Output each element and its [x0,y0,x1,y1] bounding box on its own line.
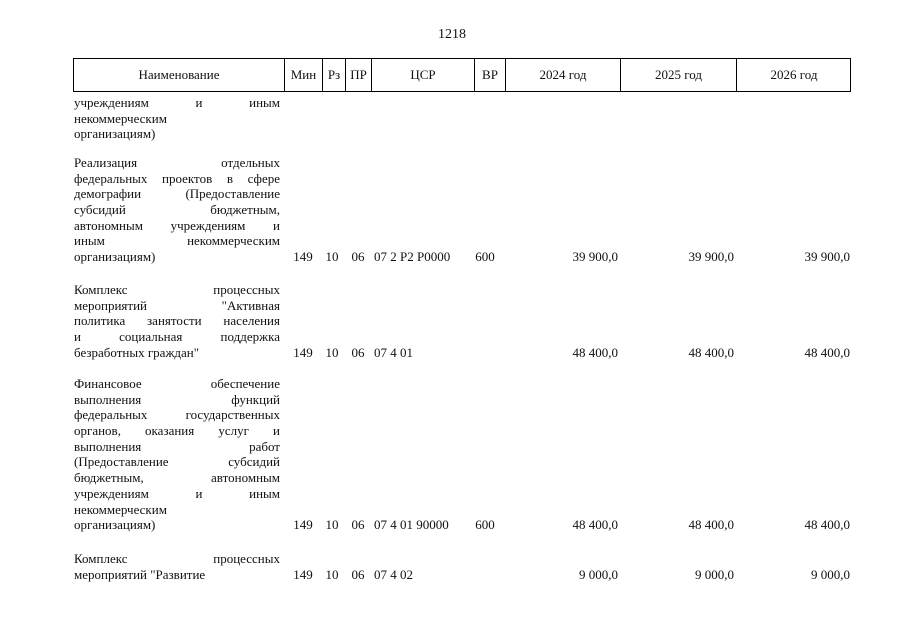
rz-cell: 10 [325,566,339,582]
name-line: учреждениям и иным [74,485,280,501]
min-cell: 149 [293,517,313,533]
vr-cell: 600 [475,517,495,533]
header-2026: 2026 год [736,59,851,91]
min-cell: 149 [293,249,313,265]
value-2025-cell: 48 400,0 [688,517,734,533]
pr-cell: 06 [351,517,365,533]
name-line: некоммерческим [74,110,167,126]
header-csr: ЦСР [371,59,474,91]
value-2025-cell: 48 400,0 [688,344,734,360]
header-vr: ВР [474,59,505,91]
name-line: Комплекс процессных [74,551,280,566]
name-line: политика занятости населения [74,313,280,329]
value-2026-cell: 39 900,0 [804,249,850,265]
csr-cell: 07 4 02 [374,566,413,582]
name-line: организациям) [74,249,156,265]
name-line: бюджетным, автономным [74,470,280,486]
header-name: Наименование [138,67,220,82]
header-pr: ПР [345,59,371,91]
name-line: безработных граждан" [74,344,200,360]
value-2025-cell: 39 900,0 [688,249,734,265]
row-name [74,95,280,142]
row-name [74,155,280,265]
name-line: субсидий бюджетным, [74,202,280,218]
header-2024: 2024 год [505,59,620,91]
pr-cell: 06 [351,566,365,582]
page-number: 1218 [438,27,466,42]
row-name [74,376,280,533]
name-line: федеральных государственных [74,407,280,423]
table-header [73,58,851,92]
value-2026-cell: 9 000,0 [811,566,850,582]
name-line: Финансовое обеспечение [74,376,280,391]
csr-cell: 07 4 01 [374,344,413,360]
value-2024-cell: 9 000,0 [579,566,618,582]
row-name [74,551,280,582]
name-line: организациям) [74,126,156,142]
name-line: организациям) [74,517,156,533]
name-line: мероприятий "Активная [74,297,280,313]
min-cell: 149 [293,344,313,360]
name-line: органов, оказания услуг и [74,423,280,439]
vr-cell: 600 [475,249,495,265]
name-line: федеральных проектов в сфере [74,170,280,186]
name-line: автономным учреждениям и [74,217,280,233]
rz-cell: 10 [325,344,339,360]
name-line: Комплекс процессных [74,282,280,297]
name-line: учреждениям и иным [74,95,280,110]
value-2024-cell: 48 400,0 [572,344,618,360]
name-line: Реализация отдельных [74,155,280,170]
value-2026-cell: 48 400,0 [804,517,850,533]
pr-cell: 06 [351,344,365,360]
name-line: и социальная поддержка [74,329,280,345]
value-2025-cell: 9 000,0 [695,566,734,582]
csr-cell: 07 2 Р2 Р0000 [374,249,451,265]
pr-cell: 06 [351,249,365,265]
rz-cell: 10 [325,249,339,265]
header-min: Мин [284,59,322,91]
row-name [74,282,280,360]
header-rz: Рз [322,59,345,91]
min-cell: 149 [293,566,313,582]
name-line: иным некоммерческим [74,233,280,249]
name-line: демографии (Предоставление [74,186,280,202]
csr-cell: 07 4 01 90000 [374,517,449,533]
name-line: (Предоставление субсидий [74,454,280,470]
rz-cell: 10 [325,517,339,533]
name-line: выполнения работ [74,438,280,454]
value-2026-cell: 48 400,0 [804,344,850,360]
name-line: выполнения функций [74,391,280,407]
value-2024-cell: 39 900,0 [572,249,618,265]
name-line: некоммерческим [74,501,167,517]
value-2024-cell: 48 400,0 [572,517,618,533]
name-line: мероприятий "Развитие [74,566,206,582]
header-2025: 2025 год [620,59,736,91]
